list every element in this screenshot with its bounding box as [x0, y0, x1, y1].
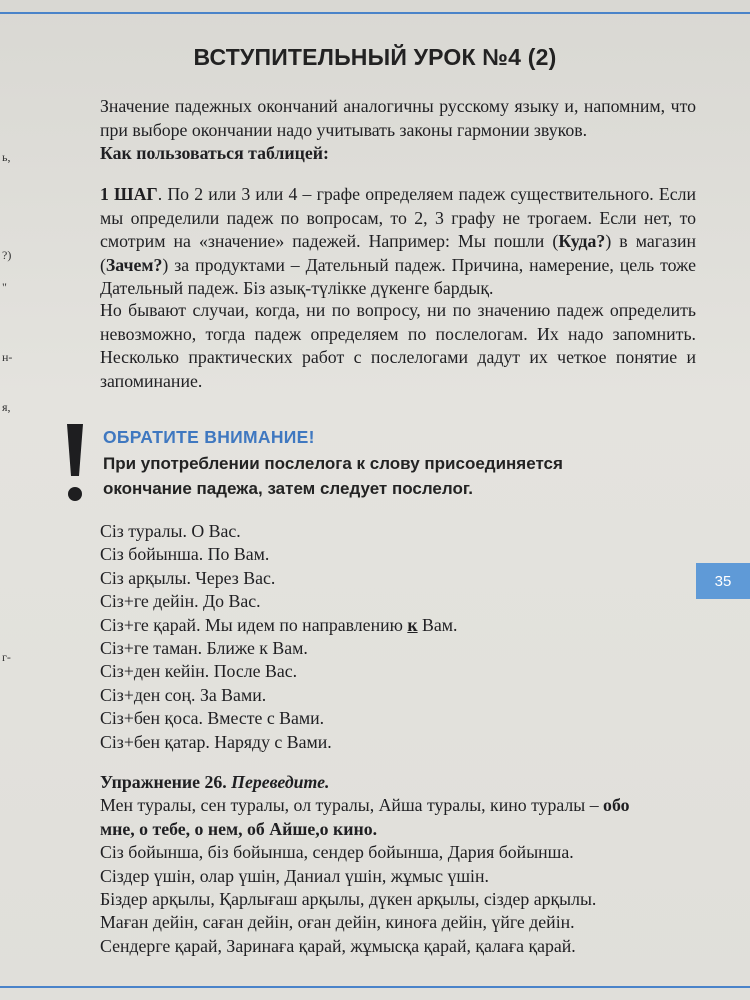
margin-fragment: "	[2, 280, 7, 294]
example-line: Сіз+бен қатар. Наряду с Вами.	[100, 731, 332, 752]
step1-text-c: ) за продуктами – Дательный падеж. Причина, намерение, цель тоже Дательный падеж. Біз азық-түлікке дүкенге бардық.	[100, 254, 696, 298]
exercise-answer-line: мне, о тебе, о нем, об Айше,о кино.	[100, 818, 378, 839]
example-line	[100, 614, 660, 637]
exclamation-icon	[64, 422, 86, 506]
step1-text-a: . По 2 или 3 или 4 – графе определяем падеж существительного. Если мы определили падеж по вопросам, то 2, 3 графу не трогаем. Если нет, то смотрим на «значение» падежей. Например: Мы пошли (	[100, 184, 696, 251]
example-tail: Вам.	[417, 614, 458, 635]
step1-text-b: ) в магазин (	[100, 231, 696, 275]
step1-paragraph	[100, 183, 696, 301]
bottom-rule	[0, 986, 750, 988]
exercise-line: Біздер арқылы, Қарлығаш арқылы, дүкен арқылы, сіздер арқылы.	[100, 889, 597, 910]
exercise-26	[100, 771, 696, 958]
attention-line: окончание падежа, затем следует послелог.	[103, 479, 473, 498]
exercise-text: Мен туралы, сен туралы, ол туралы, Айша туралы, кино туралы –	[100, 795, 604, 816]
margin-fragment: ?)	[2, 248, 12, 262]
underlined-k: к	[407, 614, 418, 635]
left-margin-fragments	[0, 0, 14, 1000]
question-zachem: Зачем?	[105, 254, 163, 275]
exercise-answer: обо	[603, 795, 630, 816]
example-line: Сіз арқылы. Через Вас.	[100, 567, 276, 588]
exercise-line	[100, 794, 696, 817]
attention-heading: ОБРАТИТЕ ВНИМАНИЕ!	[103, 427, 315, 447]
example-line: Сіз+бен қоса. Вместе с Вами.	[100, 708, 325, 729]
example-line: Сіз+ден кейін. После Вас.	[100, 661, 298, 682]
example-line: Сіз+ден соң. За Вами.	[100, 684, 267, 705]
margin-fragment: ь,	[2, 150, 11, 164]
example-line: Сіз бойынша. По Вам.	[100, 544, 270, 565]
example-line: Сіз+ге дейін. До Вас.	[100, 591, 261, 612]
lesson-title: ВСТУПИТЕЛЬНЫЙ УРОК №4 (2)	[193, 44, 557, 70]
exercise-label: Упражнение 26	[100, 772, 223, 792]
example-line: Сіз+ге таман. Ближе к Вам.	[100, 638, 308, 659]
intro-paragraph: Значение падежных окончаний аналогичны русскому языку и, напомним, что при выборе окончании надо учитывать законы гармонии звуков.	[100, 96, 696, 140]
margin-fragment: г-	[2, 650, 11, 664]
exercise-heading: Упражнение 26. Переведите.	[100, 772, 330, 792]
postposition-examples	[100, 520, 660, 754]
exercise-line: Маған дейін, саған дейін, оған дейін, киноға дейін, үйге дейін.	[100, 912, 575, 933]
top-rule	[0, 12, 750, 14]
example-text: Сіз+ге қарай. Мы идем по направлению	[100, 614, 408, 635]
question-kuda: Куда?	[558, 231, 606, 251]
exercise-line: Сендерге қарай, Заринаға қарай, жұмысқа қарай, қалаға қарай.	[100, 935, 576, 956]
attention-body	[103, 451, 683, 501]
attention-line: При употреблении послелога к слову присоединяется	[103, 454, 563, 473]
page-number-tab: 35	[696, 563, 750, 599]
exercise-line: Сіздер үшін, олар үшін, Даниал үшін, жұмыс үшін.	[100, 865, 489, 886]
exercise-line: Сіз бойынша, біз бойынша, сендер бойынша, Дария бойынша.	[100, 842, 574, 863]
how-to-use-heading: Как пользоваться таблицей:	[100, 143, 329, 163]
step1-label: 1 ШАГ	[100, 184, 158, 204]
example-line: Сіз туралы. О Вас.	[100, 521, 241, 541]
exercise-task: Переведите.	[231, 772, 330, 792]
postpositions-paragraph: Но бывают случаи, когда, ни по вопросу, ни по значению падеж определить невозможно, тогда падеж определяем по послелогам. Их надо запомнить. Несколько практических работ с послелогами дадут их четкое понятие и запоминание.	[100, 300, 696, 391]
attention-callout	[60, 418, 680, 508]
margin-fragment: н-	[2, 350, 13, 364]
margin-fragment: я,	[2, 400, 11, 414]
